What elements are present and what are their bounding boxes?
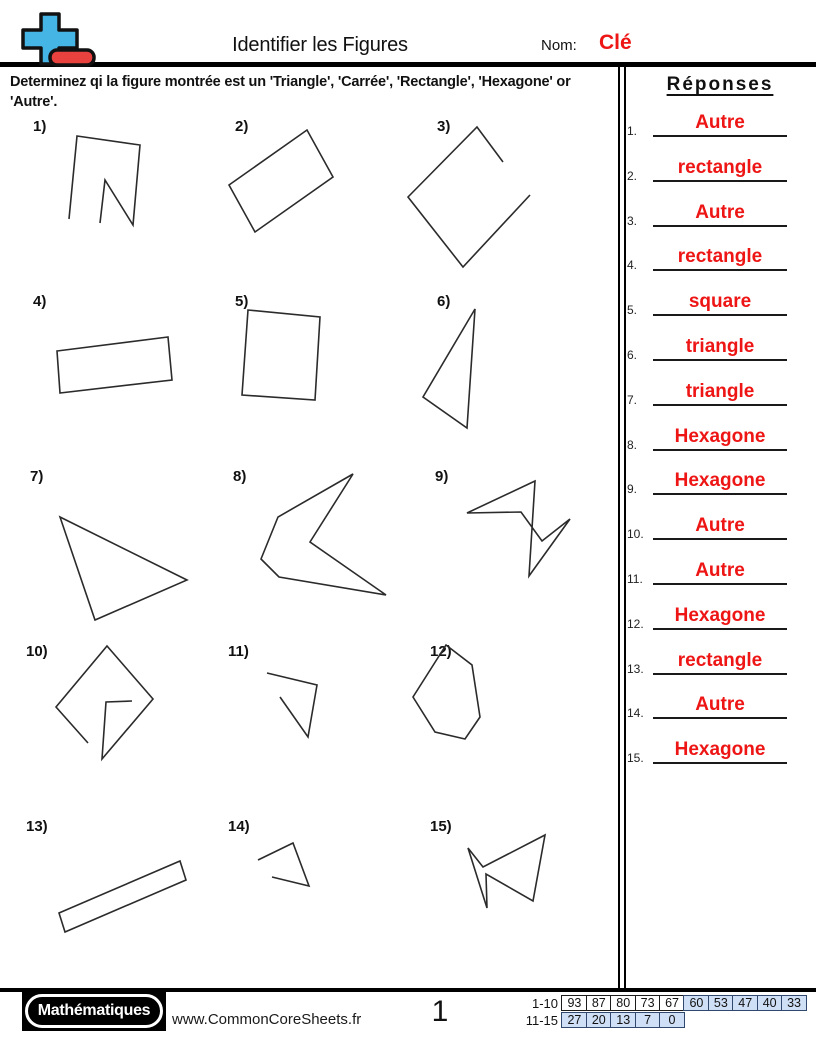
score-cell: 53 [708,995,734,1011]
answer-value: triangle [685,380,755,402]
answer-row-12 [625,604,795,632]
score-row-1 [488,995,807,1012]
answer-blank [653,426,787,451]
figure-14-shape [258,843,309,886]
answer-number: 11. [627,572,643,586]
plus-minus-logo-icon [14,10,98,68]
score-cell: 93 [561,995,587,1011]
question-number-6: 6) [437,293,451,310]
answer-row-6 [625,335,795,363]
question-number-13: 13) [26,818,48,835]
subject-badge-label: Mathématiques [25,994,163,1028]
answer-blank [653,470,787,495]
header-rule [0,62,816,67]
figure-10-shape [56,646,153,759]
name-label: Nom: [541,37,577,54]
figure-4-shape [57,337,172,393]
score-cell: 87 [586,995,612,1011]
question-number-2: 2) [235,118,249,135]
figure-5-shape [242,310,320,400]
subject-badge [22,991,166,1031]
answer-blank [653,336,787,361]
answer-blank [653,381,787,406]
figure-11-shape [267,673,317,737]
answer-row-3 [625,201,795,229]
page-title: Identifier les Figures [232,34,408,56]
score-row-label: 1-10 [531,996,558,1011]
answer-value: Hexagone [674,425,766,447]
score-cell: 73 [635,995,661,1011]
score-cell: 80 [610,995,636,1011]
answer-number: 9. [627,482,638,497]
answers-title: Réponses [666,74,774,95]
answer-blank [653,605,787,630]
figure-15-shape [468,835,545,908]
answer-key-label: Clé [599,31,632,54]
answer-row-7 [625,380,795,408]
question-number-1: 1) [33,118,47,135]
answer-number: 8. [627,437,638,452]
answer-blank [653,202,787,227]
website-text: www.CommonCoreSheets.fr [172,1011,362,1028]
answer-blank [653,739,787,764]
answer-blank [653,650,787,675]
score-cell: 40 [757,995,783,1011]
score-row-2 [488,1012,685,1029]
instructions-text: Determinez qi la figure montrée est un 'Triangle', 'Carrée', 'Rectangle', 'Hexagone' or 'Autre'. [10,74,571,110]
question-number-15: 15) [430,818,452,835]
question-number-3: 3) [437,118,451,135]
figure-2-shape [229,130,333,232]
answer-value: Hexagone [674,470,766,492]
answer-blank [653,515,787,540]
answer-row-15 [625,738,795,766]
score-cell: 7 [635,1012,661,1028]
answer-number: 1. [627,124,638,138]
answer-blank [653,157,787,182]
answer-number: 7. [627,392,638,407]
answer-row-10 [625,514,795,542]
answer-value: rectangle [677,246,763,268]
answer-value: Autre [695,515,745,537]
answer-row-14 [625,693,795,721]
answer-value: triangle [685,336,755,357]
answer-row-4 [625,245,795,273]
answer-number: 10. [627,527,644,542]
answer-value: Hexagone [674,739,766,761]
answer-row-1 [625,111,795,139]
question-number-11: 11) [228,643,249,660]
question-number-10: 10) [26,643,48,660]
answer-value: Hexagone [674,604,766,626]
answer-number: 3. [627,213,638,228]
answer-blank [653,291,787,316]
answer-value: rectangle [677,649,763,671]
score-cell: 20 [586,1012,612,1028]
figure-8-shape [261,474,386,595]
score-cell: 67 [659,995,685,1011]
answer-blank [653,694,787,719]
figure-9-shape [467,481,570,576]
answer-value: Autre [695,201,745,223]
answer-value: square [688,291,752,313]
answer-number: 13. [627,661,644,676]
question-number-9: 9) [435,468,449,485]
answer-row-13 [625,649,795,677]
score-cell: 0 [659,1012,685,1028]
answer-number: 14. [627,706,644,721]
answer-number: 12. [627,616,644,631]
score-cell: 13 [610,1012,636,1028]
question-number-12: 12) [430,643,452,660]
answer-number: 2. [627,168,638,183]
score-cell: 60 [683,995,709,1011]
question-number-14: 14) [228,818,250,835]
score-cell: 33 [781,995,807,1011]
answer-blank [653,112,787,137]
answer-number: 5. [627,303,638,318]
answer-blank [653,246,787,271]
figure-7-shape [60,517,187,620]
answer-row-9 [625,469,795,497]
score-cell: 47 [732,995,758,1011]
answer-value: Autre [695,112,745,133]
figure-6-shape [423,309,475,428]
answer-number: 4. [627,258,638,273]
figure-13-shape [59,861,186,932]
score-cell: 27 [561,1012,587,1028]
answer-number: 15. [627,751,644,766]
question-number-4: 4) [33,293,47,310]
answer-row-2 [625,156,795,184]
answer-value: Autre [695,560,745,581]
score-row-label: 11-15 [525,1013,558,1029]
question-number-5: 5) [235,293,249,310]
answer-row-8 [625,425,795,453]
answer-value: Autre [695,694,745,716]
answer-number: 6. [627,348,638,362]
answer-row-5 [625,290,795,318]
page-number: 1 [431,995,449,1028]
question-number-7: 7) [30,468,44,485]
figure-3-shape [408,127,530,267]
answer-row-11 [625,559,795,587]
question-number-8: 8) [233,468,247,485]
answer-value: rectangle [677,156,763,178]
answer-blank [653,560,787,585]
figure-1-shape [69,136,140,225]
